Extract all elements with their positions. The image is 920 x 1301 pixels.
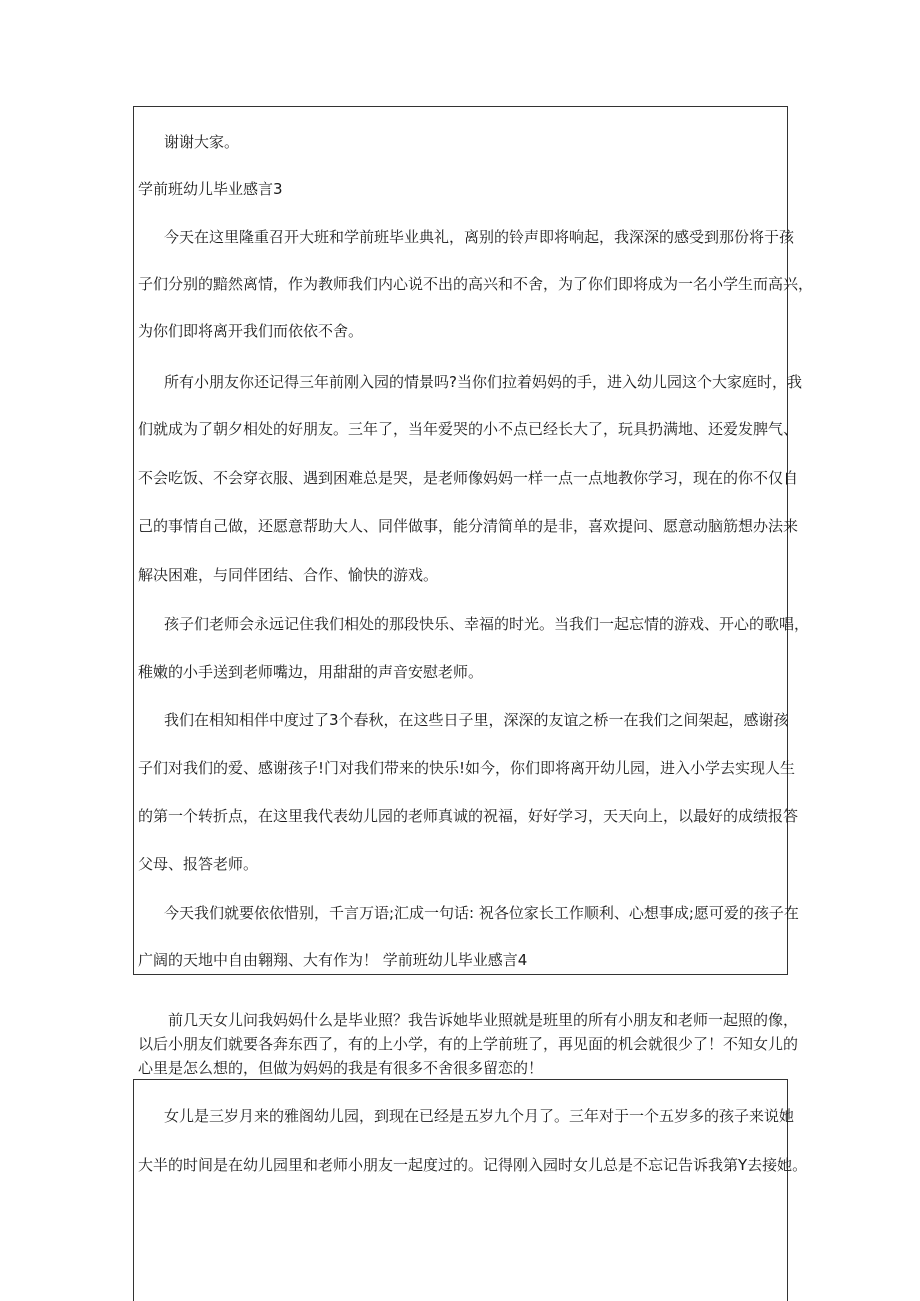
text-line: 的第一个转折点，在这里我代表幼儿园的老师真诚的祝福，好好学习，天天向上，以最好的成绩报答 (138, 807, 799, 825)
section-heading: 学前班幼儿毕业感言3 (138, 180, 283, 198)
text-line: 父母、报答老师。 (138, 855, 259, 873)
text-line: 广阔的天地中自由翱翔、大有作为！ 学前班幼儿毕业感言4 (138, 951, 528, 969)
text-box-2 (133, 1079, 808, 1301)
text-line: 心里是怎么想的，但做为妈妈的我是有很多不舍很多留恋的！ (138, 1059, 544, 1077)
text-line: 今天在这里隆重召开大班和学前班毕业典礼，离别的铃声即将响起，我深深的感受到那份将于孩 (164, 228, 795, 246)
text-line: 我们在相知相伴中度过了3个春秋，在这些日子里，深深的友谊之桥一在我们之间架起，感谢孩 (164, 711, 789, 729)
text-box-1 (133, 106, 814, 975)
text-line: 稚嫩的小手送到老师嘴边，用甜甜的声音安慰老师。 (138, 663, 484, 681)
text-line: 孩子们老师会永远记住我们相处的那段快乐、幸福的时光。当我们一起忘情的游戏、开心的歌唱， (164, 615, 810, 633)
text-line: 谢谢大家。 (164, 133, 240, 151)
text-line: 们就成为了朝夕相处的好朋友。三年了，当年爱哭的小不点已经长大了，玩具扔满地、还爱发脾气、 (138, 420, 799, 438)
text-line: 子们对我们的爱、感谢孩子!门对我们带来的快乐!如今，你们即将离开幼儿园，进入小学去实现人生 (138, 759, 796, 777)
text-line: 不会吃饭、不会穿衣服、遇到困难总是哭，是老师像妈妈一样一点一点地教你学习，现在的你不仅自 (138, 469, 799, 487)
text-line: 前几天女儿问我妈妈什么是毕业照？我告诉她毕业照就是班里的所有小朋友和老师一起照的像， (168, 1011, 799, 1029)
text-line: 今天我们就要依依惜别，千言万语;汇成一句话: 祝各位家长工作顺利、心想事成;愿可爱的孩子在 (164, 904, 799, 922)
paragraph-graduation-photo (138, 1008, 799, 1080)
text-line: 解决困难，与同伴团结、合作、愉快的游戏。 (138, 566, 439, 584)
text-line: 子们分别的黯然离情，作为教师我们内心说不出的高兴和不舍，为了你们即将成为一名小学生而高兴， (138, 275, 814, 293)
text-line: 大半的时间是在幼儿园里和老师小朋友一起度过的。记得刚入园时女儿总是不忘记告诉我第Y去接她。 (138, 1156, 808, 1174)
text-line: 以后小朋友们就要各奔东西了，有的上小学，有的上学前班了，再见面的机会就很少了！不知女儿的 (138, 1035, 799, 1053)
text-line: 己的事情自己做，还愿意帮助大人、同伴做事，能分清简单的是非，喜欢提问、愿意动脑筋想办法来 (138, 517, 799, 535)
text-line: 所有小朋友你还记得三年前刚入园的情景吗?当你们拉着妈妈的手，进入幼儿园这个大家庭时，我 (164, 373, 802, 391)
text-line: 女儿是三岁月来的雅阁幼儿园，到现在已经是五岁九个月了。三年对于一个五岁多的孩子来说她 (164, 1107, 795, 1125)
text-line: 为你们即将离开我们而依依不舍。 (138, 322, 364, 340)
